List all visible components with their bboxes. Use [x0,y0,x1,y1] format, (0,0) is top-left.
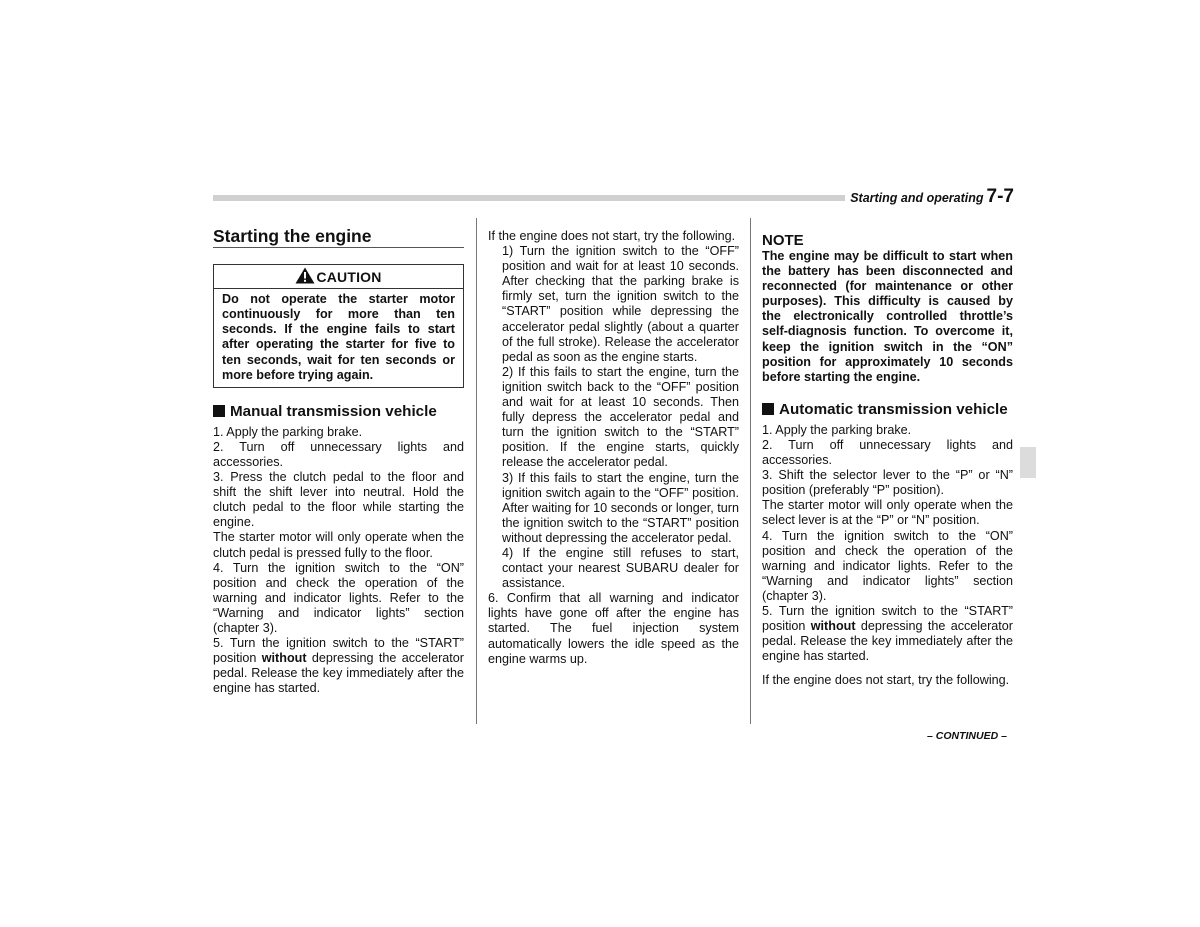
caution-label: CAUTION [316,269,382,286]
troubleshoot-item-2: 2) If this fails to start the engine, turn the ignition switch back to the “OFF” position and wait for at least 10 seconds. Then fully depress the accelerator pedal and turn the ignition switch to the “START” position. If the engine starts, quickly release the accelerator pedal. [502,364,739,470]
manual-transmission-heading [213,403,464,421]
auto-step-5-a: 5. Turn the ignition switch to the “START” position [762,603,1013,634]
automatic-transmission-title: Automatic transmission vehicle [779,400,1008,418]
auto-step-5-emphasis: without [810,619,856,634]
continued-label: – CONTINUED – [927,730,1007,742]
troubleshoot-item-3: 3) If this fails to start the engine, turn the ignition switch again to the “OFF” position. After waiting for 10 seconds or longer, turn the ignition switch to the “START” position without depressing the accelerator pedal. [502,470,739,545]
section-square-icon [213,405,225,417]
manual-step-5-a: 5. Turn the ignition switch to the “START” position [213,636,464,666]
section-square-icon [762,403,774,415]
auto-step-5 [762,604,1013,664]
manual-step-6: 6. Confirm that all warning and indicator lights have gone off after the engine has started. The fuel injection system automatically lowers the idle speed as the engine warms up. [488,591,739,666]
manual-step-3: 3. Press the clutch pedal to the floor and shift the shift lever into neutral. Hold the clutch pedal to the floor while starting the engine. [213,470,464,530]
manual-step-1: 1. Apply the parking brake. [213,424,363,439]
warning-triangle-icon [295,267,315,284]
troubleshoot-intro: If the engine does not start, try the following. [488,229,736,243]
column-1 [213,226,464,696]
manual-step-4: 4. Turn the ignition switch to the “ON” position and check the operation of the warning and indicator lights. Refer to the “Warning and indicator lights” section (chapter 3). [213,560,464,635]
auto-step-3-note: The starter motor will only operate when the select lever is at the “P” or “N” position. [762,498,1013,528]
caution-header [214,265,463,289]
manual-step-3-note: The starter motor will only operate when the clutch pedal is pressed fully to the floor. [213,530,464,560]
column-divider-2 [750,218,751,724]
column-2 [488,229,739,667]
auto-step-4: 4. Turn the ignition switch to the “ON” position and check the operation of the warning and indicator lights. Refer to the “Warning and indicator lights” section (chapter 3). [762,528,1013,603]
note-text: The engine may be difficult to start when the battery has been disconnected and reconnected (for maintenance or other purposes). This difficulty is caused by the electronically controlled throttle’s self-diagnosis function. To overcome it, keep the ignition switch in the “ON” position for approximately 10 seconds before starting the engine. [762,249,1013,384]
caution-text: Do not operate the starter motor continuously for more than ten seconds. If the engine fails to start after operating the starter for five to ten seconds, wait for ten seconds or more before trying again. [222,292,455,382]
auto-step-3: 3. Shift the selector lever to the “P” or “N” position (preferably “P” position). [762,468,1013,498]
page-number: 7-7 [986,186,1014,207]
troubleshoot-item-4: 4) If the engine still refuses to start, contact your nearest SUBARU dealer for assistance. [502,545,739,591]
chapter-tab [1020,447,1036,478]
page-header [850,186,1014,208]
automatic-transmission-heading [762,401,1013,419]
manual-step-5 [213,636,464,696]
note-title: NOTE [762,232,804,249]
manual-step-5-emphasis: without [261,651,307,666]
header-rule [213,195,845,201]
troubleshoot-item-1: 1) Turn the ignition switch to the “OFF” position and wait for at least 10 seconds. After checking that the parking brake is firmly set, turn the ignition switch to the “START” position while depressing the accelerator pedal slightly (about a quarter of the full stroke). Release the accelerator pedal as soon as the engine starts. [502,244,739,364]
manual-step-5-c: depressing the accelerator pedal. Release the key immediately after the engine has started. [213,651,464,696]
column-3 [762,229,1013,688]
manual-transmission-title: Manual transmission vehicle [230,402,437,420]
column-divider-1 [476,218,477,724]
auto-step-5-c: depressing the accelerator pedal. Release the key immediately after the engine has started. [762,619,1013,664]
header-section: Starting and operating [850,191,984,205]
manual-step-2: 2. Turn off unnecessary lights and accessories. [213,439,464,469]
section-title: Starting the engine [213,229,464,248]
auto-troubleshoot-intro: If the engine does not start, try the following. [762,673,1010,688]
auto-step-2: 2. Turn off unnecessary lights and accessories. [762,437,1013,468]
auto-step-1: 1. Apply the parking brake. [762,422,912,437]
caution-box [213,264,464,388]
